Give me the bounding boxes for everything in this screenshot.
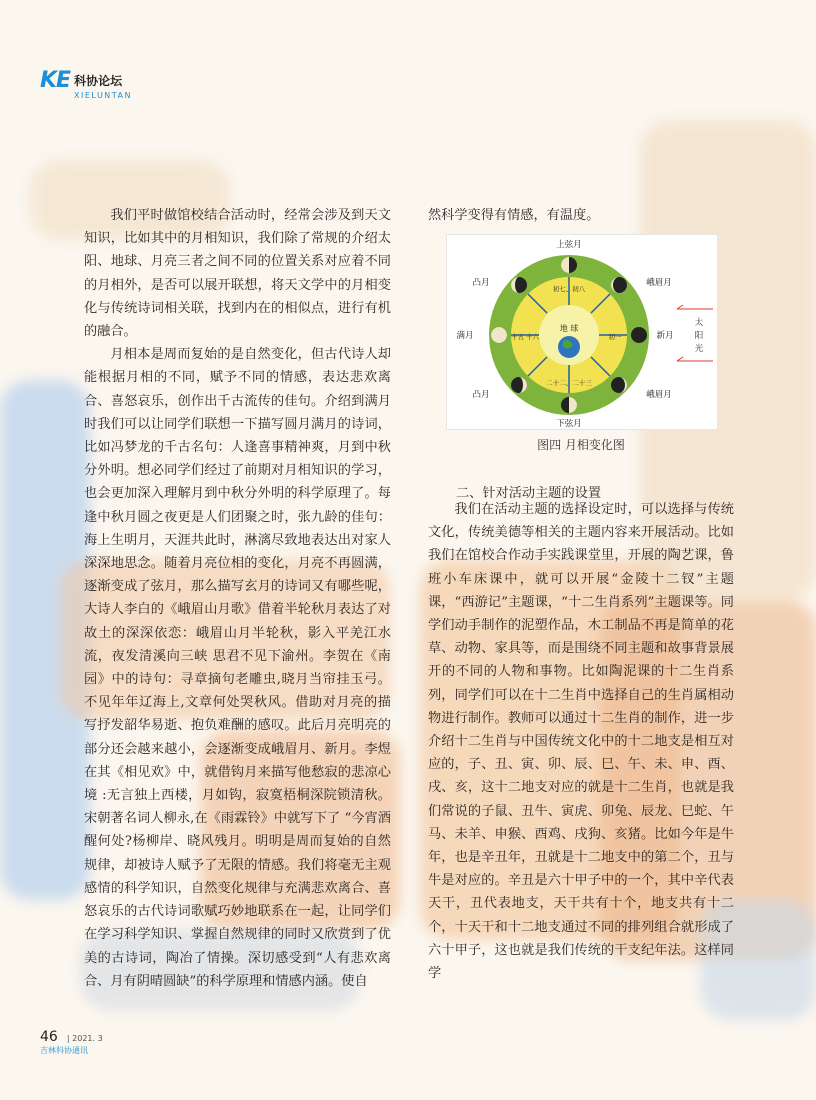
issue-number: | 2021. 3: [66, 1034, 103, 1043]
page-number: 46: [40, 1029, 58, 1045]
section-heading: 二、针对活动主题的设置: [456, 486, 602, 501]
page-footer: [40, 1026, 103, 1056]
magazine-name: 吉林科协通讯: [40, 1046, 88, 1055]
label-tl: 凸月: [472, 278, 490, 288]
paragraph: 我们在活动主题的选择设定时，可以选择与传统文化，传统美德等相关的主题内容来开展活动。比如我们在馆校合作动手实践课堂里，开展的陶艺课，鲁班小车床课中，就可以开展“金陵十二钗”主题课，“西游记”主题课，“十二生肖系列”主题课等。同学们动手制作的泥塑作品，木工制品不再是简单的花草、动物、家具等，而是围绕不同主题和故事背景展开的不同的人物和事物。比如陶泥课的十二生肖系列，同学们可以在十二生肖中选择自己的生肖属相动物进行制作。教师可以通过十二生肖的制作，进一步介绍十二生肖与中国传统文化中的十二地支是相互对应的，子、丑、寅、卯、辰、巳、午、未、申、酉、戌、亥，这十二地支对应的就是十二生肖，也就是我们常说的子鼠、丑牛、寅虎、卯兔、辰龙、巳蛇、午马、未羊、申猴、酉鸡、戌狗、亥猪。比如今年是牛年，也是辛丑年，丑就是十二地支中的第二个，丑与牛是对应的。辛丑是六十甲子中的一个，其中辛代表天干，丑代表地支，天干共有十个，地支共有十二个，十天干和十二地支通过不同的排列组合就形成了六十甲子，这也就是我们传统的干支纪年法。这样同学: [428, 502, 734, 982]
label-sun-2: 阳: [694, 331, 704, 341]
label-bottom: 下弦月: [556, 419, 582, 429]
moon-phase-diagram: [447, 235, 717, 429]
label-sun-1: 太: [694, 318, 704, 328]
label-bl: 凸月: [472, 390, 490, 400]
column-title: 科协论坛: [74, 74, 123, 88]
label-inner-top: 初七、初八: [552, 285, 586, 293]
label-inner-left: 十五 十六: [510, 333, 540, 341]
label-earth: 地 球: [559, 324, 579, 333]
column-subtitle: XIELUNTAN: [74, 91, 133, 100]
label-right: 新月: [656, 331, 674, 341]
moon-phase-figure: [446, 234, 718, 430]
label-top: 上弦月: [556, 240, 582, 250]
label-br: 峨眉月: [646, 390, 672, 400]
column-header: [40, 68, 132, 100]
label-inner-bottom: 二十二、二十三: [546, 379, 592, 387]
right-top-text: 然科学变得有情感，有温度。: [428, 208, 600, 223]
figure-caption: 图四 月相变化图: [537, 438, 625, 452]
left-column: [84, 204, 391, 993]
paragraph: 月相本是周而复始的是自然变化，但古代诗人却能根据月相的不同，赋予不同的情感，表达悲欢离合、喜怒哀乐，创作出千古流传的佳句。介绍到满月时我们可以让同学们联想一下描写圆月满月的诗词，比如冯梦龙的千古名句：人逢喜事精神爽，月到中秋分外明。想必同学们经过了前期对月相知识的学习，也会更加深入理解月到中秋分外明的科学原理了。每逢中秋月圆之夜更是人们团聚之时，张九龄的佳句：海上生明月，天涯共此时，淋漓尽致地表达出对家人深深地思念。随着月亮位相的变化，月亮不再圆满，逐渐变成了弦月，那么描写玄月的诗词又有哪些呢，大诗人李白的《峨眉山月歌》借着半轮秋月表达了对故土的深深依恋：峨眉山月半轮秋，影入平羌江水流，夜发清溪向三峡 思君不见下渝州。李贺在《南园》中的诗句：寻章摘句老雕虫,晓月当帘挂玉弓。不见年年辽海上,文章何处哭秋风。借助对月亮的描写抒发韶华易逝、抱负难酬的感叹。此后月亮明亮的部分还会越来越小，会逐渐变成峨眉月、新月。李煜在其《相见欢》中，就借钩月来描写他愁寂的悲凉心境 :无言独上西楼，月如钩，寂寞梧桐深院锁清秋。宋朝著名词人柳永,在《雨霖铃》中就写下了 “今宵酒醒何处?杨柳岸、晓风残月。明明是周而复始的自然规律，却被诗人赋予了无限的情感。我们将毫无主观感情的科学知识，自然变化规律与充满悲欢离合、喜怒哀乐的古代诗词歌赋巧妙地联系在一起，让同学们在学习科学知识、掌握自然规律的同时又欣赏到了优美的古诗词，陶冶了情操。深切感受到“人有悲欢离合、月有阴晴圆缺”的科学原理和情感内涵。使自: [84, 347, 391, 989]
paragraph: 我们平时做馆校结合活动时，经常会涉及到天文知识，比如其中的月相知识，我们除了常规的介绍太阳、地球、月亮三者之间不同的位置关系对应着不同的月相外，是否可以展开联想，将天文学中的月相变化与传统诗词相关联，找到内在的相似点，进行有机的融合。: [84, 208, 391, 340]
label-left: 满月: [456, 331, 474, 341]
label-tr: 峨眉月: [646, 278, 672, 288]
ke-logo: KE: [40, 68, 71, 93]
label-inner-right: 初一: [608, 333, 622, 341]
label-sun-3: 光: [694, 344, 704, 354]
right-column: [428, 498, 734, 985]
